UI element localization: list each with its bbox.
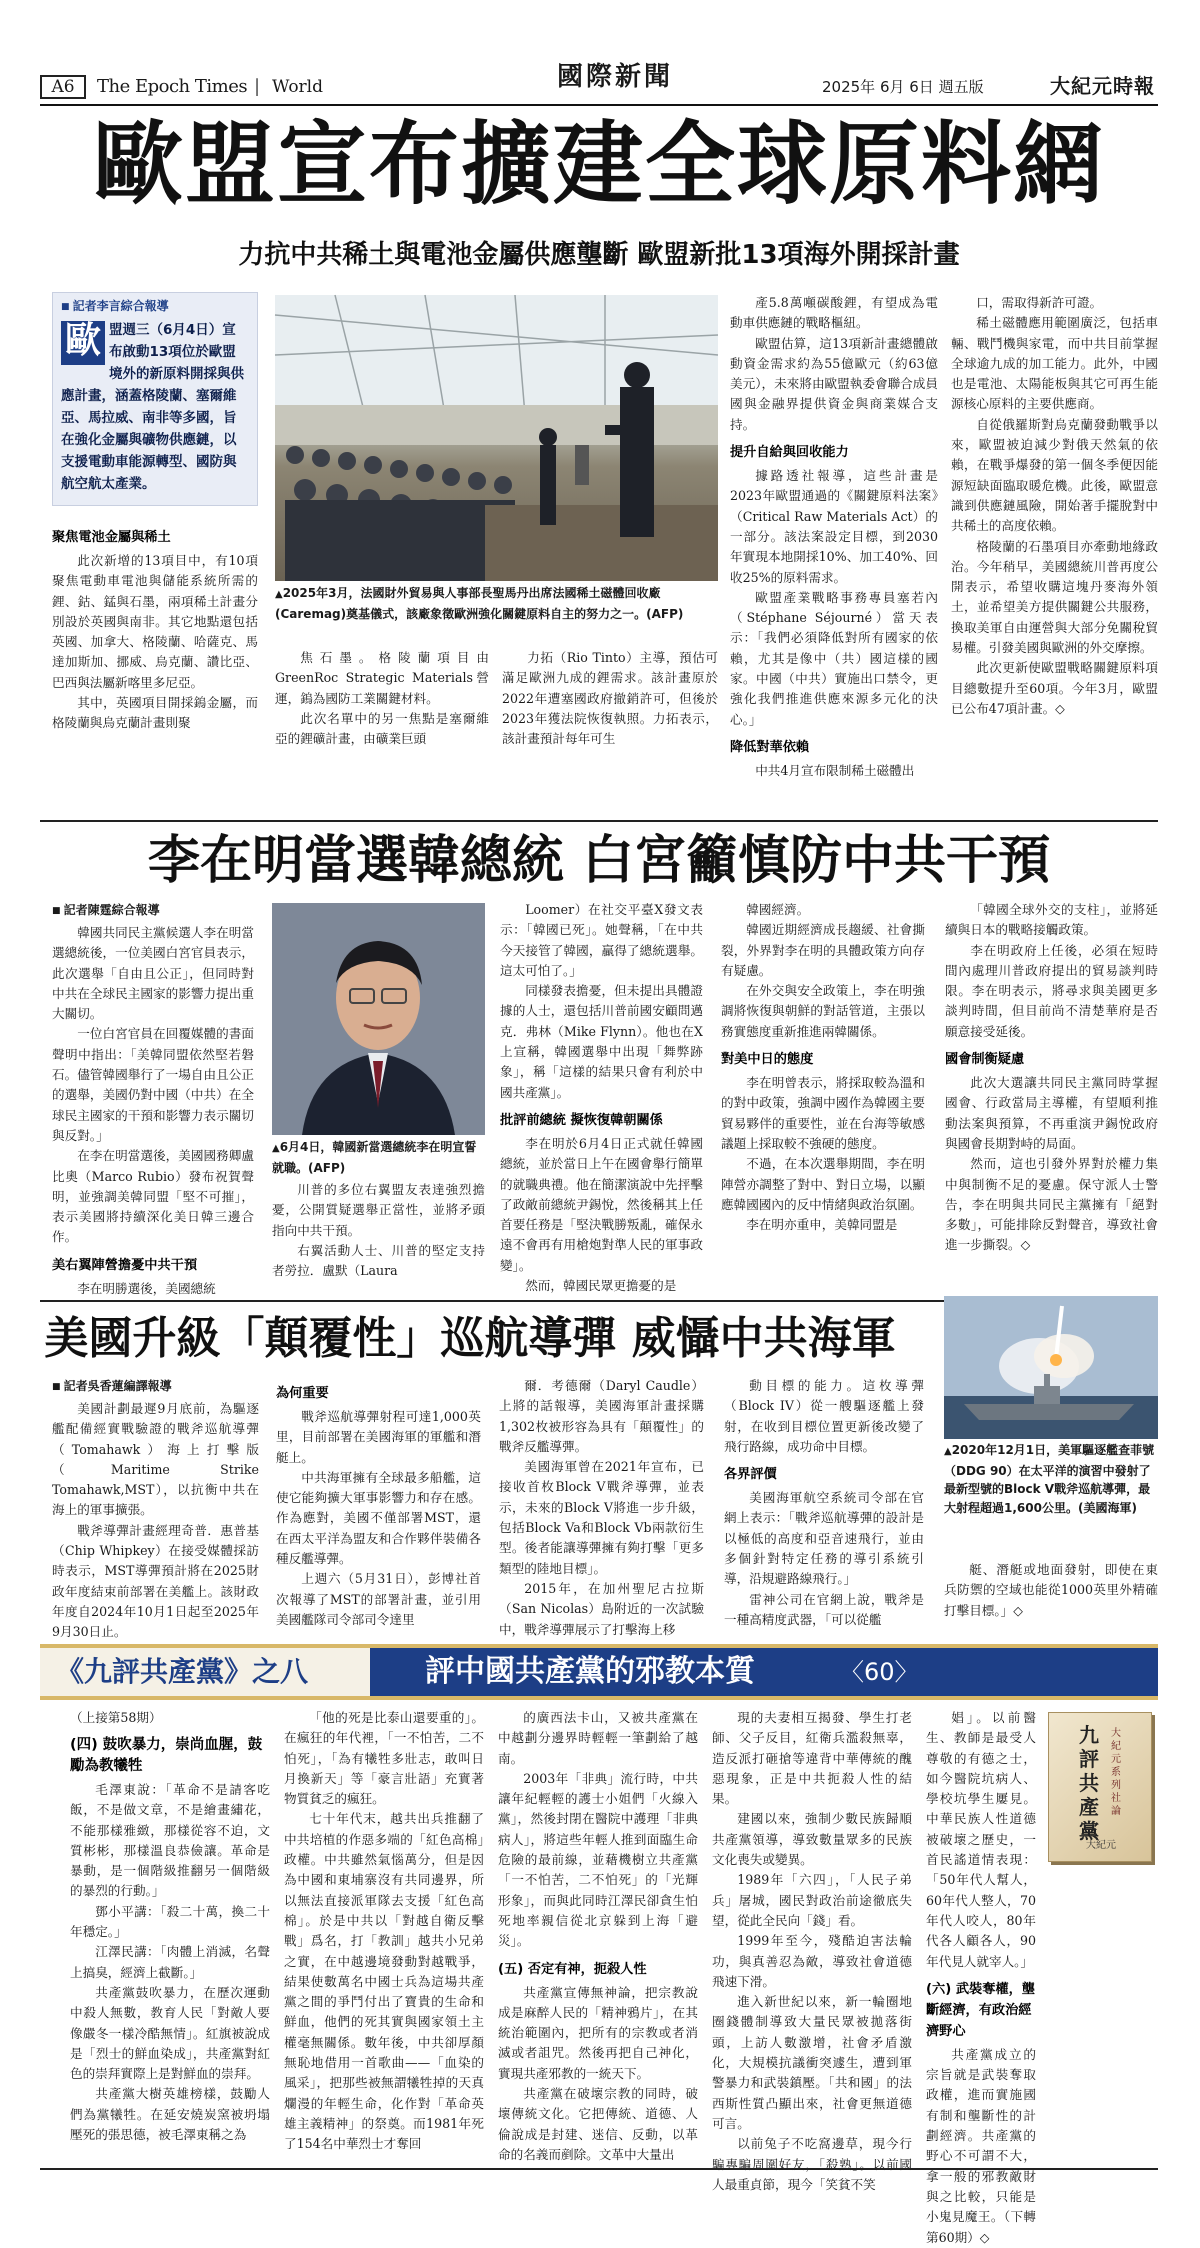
paragraph: 共產黨大樹英雄榜樣，鼓勵人們為黨犧牲。在延安燒炭窯被坍塌壓死的張思德，被毛澤東稱之為 [70,2086,270,2143]
paragraph: 共產黨成立的宗旨就是武裝奪取政權，進而實施國有制和壟斷性的計劃經濟。共產黨的野心不可謂不大，拿一般的邪教敵財與之比較，只能是小鬼見魔王。（下轉第60期）◇ [926,2046,1036,2245]
paragraph: 韓國共同民主黨候選人李在明當選總統後，一位美國白宮官員表示，此次選舉「自由且公正」，但同時對中共在全球民主國家的影響力提出重大關切。 [52,925,254,1022]
paragraph: 現的夫妻相互揭發、學生打老師、父子反目，紅衛兵濫殺無辜，造反派打砸搶等違背中華傳統的醜惡現象，正是中共扼殺人性的結果。 [712,1710,912,1807]
story2-headline: 李在明當選韓總統 白宮籲慎防中共干預 [147,830,1051,891]
paragraph: 在李在明當選後，美國國務卿盧比奧（Marco Rubio）發布祝賀聲明，並強調美韓同盟「堅不可摧」，表示美國將持續深化美日韓三邊合作。 [52,1148,254,1245]
series-name: 《九評共產黨》之八 [56,1655,309,1688]
paragraph: 自從俄羅斯對烏克蘭發動戰爭以來，歐盟被迫減少對俄天然氣的依賴，在戰爭爆發的第一個冬季便因能源短缺面臨取暖危機。此後，歐盟意識到供應鏈風險，開始著手擺脫對中共稀土的高度依賴。 [951,416,1158,534]
paragraph: 娼」。以前醫生、教師是最受人尊敬的有德之士，如今醫院坑病人、學校坑學生屢見。中華民族人性道德被破壞之歷史，一首民謠道情表現：「50年代人幫人，60年代人整人，70年代人咬人，80年代各人顧各人，90年代見人就宰人。」 [926,1710,1036,1969]
paragraph: 川普的多位右翼盟友表達強烈擔憂，公開質疑選舉正當性，並將矛頭指向中共干預。 [272,1182,485,1238]
story2-col5 [945,900,1158,1294]
story3-photo-caption: ▲ 2020年12月1日，美軍驅逐艦查菲號（DDG 90）在太平洋的演習中發射了最新型號的Block V戰斧巡航導彈，最大射程超過1,600公里。(美國海軍) [944,1441,1158,1557]
paragraph: 李在明政府上任後，必須在短時間內處理川普政府提出的貿易談判時限。李在明表示，將尋求與美國更多談判時間，但目前尚不清楚華府是否願意接受延後。 [945,942,1158,1039]
story2-photo-caption: ▲ 6月4日，韓國新當選總統李在明宣誓就職。(AFP) [272,1138,485,1178]
story1-lede-body: 盟週三（6月4日）宣布啟動13項位於歐盟境外的新原料開採與供應計畫，涵蓋格陵蘭、塞爾維亞、馬拉威、南非等多國，旨在強化金屬與礦物供應鏈，以支援電動車能源轉型、國防與航空航太產業。 [61,322,244,492]
section-heading: 美右翼陣營擔憂中共干預 [52,1257,198,1273]
page-header [40,62,1158,103]
paragraph: 此次更新使歐盟戰略關鍵原料項目總數提升至60項。今年3月，歐盟已公布47項計畫。◇ [951,660,1158,716]
paragraph: 「韓國全球外交的支柱」，並將延續與日本的戰略接觸政策。 [945,902,1158,938]
paragraph: 江澤民講：「肉體上消滅，名聲上搞臭，經濟上截斷。」 [70,1944,270,1980]
story1-col2 [275,648,489,814]
story1-bottom-rule [40,820,1158,822]
story2-col2 [272,1180,485,1294]
paragraph: 右翼活動人士、川普的堅定支持者勞拉．盧默（Laura [272,1242,485,1279]
story1-lede-box [52,292,258,506]
story1-headline: 歐盟宣布擴建全球原料網 [93,111,1105,217]
header-section-en: World [272,77,323,97]
paragraph: 七十年代末，越共出兵推翻了中共培植的作惡多端的「紅色高棉」政權。中共雖然氣惱萬分，但是因為中國和東埔寨沒有共同邊界，所以無法直接派軍隊去支援「紅色高棉」。於是中共以「對越自衛反擊戰」爲名，打「教訓」越共小兄弟之實，在中越邊境發動對越戰爭，結果使數萬名中國士兵為這場共產黨之間的爭鬥付出了寶貴的生命和鮮血，他們的死其實與國家領土主權毫無關係。數年後，中共卻厚顏無恥地借用一首歌曲——「血染的風采」，把那些被無謂犧牲掉的天真爛漫的年輕生命，化作對「革命英雄主義精神」的祭奠。而1981年死了154名中華烈士才奪回 [284,1811,484,2152]
paragraph: 美國海軍航空系統司令部在官網上表示：「戰斧巡航導彈的設計是以極低的高度和亞音速飛行，並由多個針對特定任務的導引系統引導，沿規避路線飛行。」 [724,1490,924,1587]
story1-col4 [730,293,938,815]
paragraph: 據路透社報導，這些計畫是2023年歐盟通過的《關鍵原料法案》（Critical Raw Materials Act）的一部分。該法案設定目標，到2030年實現本地開採10%、加工40%、回收25%的原料需求。 [730,468,938,585]
series-sec4-title: (四) 鼓吹暴力，崇尚血腥，鼓勵為教犧牲 [70,1737,263,1774]
section-heading: 為何重要 [276,1386,329,1401]
series-prev-note: （上接第58期） [70,1710,162,1725]
book-publisher: 大紀元 [1086,1840,1116,1851]
paragraph: 在外交與安全政策上，李在明強調將恢復與朝鮮的對話管道，主張以務實態度重新推進兩韓關係。 [721,983,925,1039]
story1-lede-text [61,319,249,495]
story3-col5 [944,1560,1158,1638]
story1-col1 [52,520,258,815]
paragraph: 上週六（5月31日），彭博社首次報導了MST的部署計畫，並引用美國艦隊司令部司令達里 [276,1571,481,1627]
paragraph: 2003年「非典」流行時，中共讓年紀輕輕的護士小姐們「火線入黨」，然後封閉在醫院中護理「非典病人」，將這些年輕人推到面臨生命危險的最前線，並藉機樹立共產黨「一不怕苦，二不怕死」的「光輝形象」，而與此同時江澤民卻貪生怕死地率親信從北京躲到上海「避災」。 [498,1770,698,1949]
paragraph: 焦石墨。格陵蘭項目由GreenRoc Strategic Materials營運，鎢為國防工業關鍵材料。 [275,650,489,706]
section-heading: 對美中日的態度 [721,1052,814,1068]
series-col1 [70,1708,270,2164]
paragraph: 力拓（Rio Tinto）主導，預估可滿足歐洲九成的鋰需求。該計畫原於2022年遭塞國政府撤銷許可，但後於2023年獲法院恢復執照。力拓表示，該計畫預計每年可生 [502,650,718,747]
paragraph: 建國以來，強制少數民族歸順共產黨領導，導致數量眾多的民族文化喪失或變異。 [712,1811,912,1868]
book-subtitle: 大紀元系列社論 [1111,1728,1121,1817]
paragraph: 以前兔子不吃窩邊草，現今行騙專騙周圍好友，「殺熟」。以前國人最重貞節，現今「笑貧不笑 [712,2136,912,2192]
paragraph: 其中，英國項目開採鎢金屬，而格陵蘭與烏克蘭計畫則聚 [52,695,258,731]
header-separator: | [254,76,261,97]
header-date: 2025年 6月 6日 週五版 [822,78,984,96]
book-title: 九評共產黨 [1079,1723,1099,1843]
series-col4 [712,1708,912,2192]
paragraph: Loomer）在社交平臺X發文表示：「韓國已死」。她聲稱，「在中共今天接管了韓國，贏得了總統選舉。這太可怕了。」 [500,902,703,978]
story1-photo-caption: ▲ 2025年3月，法國財外貿易與人事部長聖馬丹出席法國稀土磁體回收廠(Caremag)奠基儀式，該廠象徵歐洲強化關鍵原料自主的努力之一。(AFP) [275,584,718,642]
series-banner-left [40,1648,370,1696]
paragraph: 韓國近期經濟成長趨緩、社會撕裂，外界對李在明的具體政策方向存有疑慮。 [721,922,925,978]
paragraph: 雷神公司在官網上說，戰斧是一種高精度武器，「可以從艦 [724,1591,924,1627]
section-heading: (六) 武裝奪權，壟斷經濟，有政治經濟野心 [926,1981,1035,2039]
paragraph: 1999年至今，殘酷迫害法輪功，與真善忍為敵，導致社會道德飛速下滑。 [712,1933,912,1989]
paragraph: 稀土磁體應用範圍廣泛，包括車輛、戰鬥機與家電，而中共目前掌握全球逾九成的加工能力。此外，中國也是電池、太陽能板與其它可再生能源核心原料的主要供應商。 [951,315,1158,412]
paragraph: 李在明曾表示，將採取較為溫和的對中政策，強調中國作為韓國主要貿易夥伴的重要性，並在台海等敏感議題上採取較不強硬的態度。 [721,1075,925,1151]
paragraph: 鄧小平講：「殺二十萬，換二十年穩定。」 [70,1903,270,1940]
paragraph: 不過，在本次選舉期間，李在明陣營亦調整了對中、對日立場，以顯應韓國國內的反中情緒與政治氛圍。 [721,1156,925,1212]
header-rule [40,104,1158,106]
story3-col2 [276,1376,481,1638]
story3-col4 [724,1376,924,1638]
paragraph: 共產黨鼓吹暴力，在歷次運動中殺人無數，教育人民「對敵人要像嚴冬一樣冷酷無情」。紅旗被說成是「烈士的鮮血染成」，共產黨對紅色的崇拜實際上是對鮮血的崇拜。 [70,1984,270,2082]
header-page-number: A6 [40,75,86,99]
story1-subhead: 力抗中共稀土與電池金屬供應壟斷 歐盟新批13項海外開採計畫 [238,240,960,270]
section-heading: 降低對華依賴 [730,739,810,755]
series-number: 〈60〉 [840,1658,919,1686]
header-paper-en: The Epoch Times [97,76,248,97]
paragraph: 歐盟產業戰略事務專員塞若內（Stéphane Séjourné）當天表示：「我們必須降低對所有國家的依賴，尤其是像中（共）國這樣的國家。中國（中共）實施出口禁令，更強化我們推進供應來源多元化的決心。」 [730,589,938,727]
header-section-zh: 國際新聞 [556,62,673,92]
paragraph: 中共海軍擁有全球最多船艦，這使它能夠擴大軍事影響力和存在感。作為應對，美國不僅部署MST，還在西太平洋為盟友和合作夥伴裝備各種反艦導彈。 [276,1469,481,1567]
story1-col5 [951,293,1158,815]
paragraph: 李在明亦重申，美韓同盟是 [746,1217,898,1233]
paragraph: 然而，這也引發外界對於權力集中與制衡不足的憂慮。保守派人士警告，李在明與共同民主黨擁有「絕對多數」，可能排除反對聲音，導致社會進一步撕裂。◇ [945,1156,1158,1253]
story3-col3 [499,1376,704,1638]
paragraph: 進入新世紀以來，新一輪圈地圈錢體制導致大量民眾被拋落街頭，上訪人數激增，社會矛盾激化，大規模抗議衝突遽生，遭到軍警暴力和武裝鎮壓。「共和國」的法西斯性質凸顯出來，社會更無道德可言。 [712,1994,912,2131]
story1-byline: ■ 記者李言綜合報導 [61,296,249,317]
story2-photo-portrait [272,903,485,1135]
paragraph: 李在明於6月4日正式就任韓國總統，並於當日上午在國會舉行簡單的就職典禮。他在簡潔演說中先抨擊了政敵前總統尹錫悅，然後稱其上任首要任務是「堅決戰勝叛亂，確保永遠不會再有用槍炮對準人民的軍事政變」。 [500,1135,703,1273]
story2-col1 [52,900,254,1296]
story3-byline: ■ 記者吳香蓮編譯報導 [52,1376,259,1397]
paragraph: 戰斧巡航導彈射程可達1,000英里，目前部署在美國海軍的軍艦和潛艇上。 [276,1409,481,1465]
story2-col3 [500,900,703,1294]
story3-col1 [52,1376,259,1638]
series-book-cover [1048,1712,1152,1862]
paragraph: 動目標的能力。這枚導彈（Block IV）從一艘驅逐艦上發射，在收到目標位置更新後改變了飛行路線，成功命中目標。 [724,1378,924,1454]
section-heading: 批評前總統 擬恢復韓朝關係 [500,1112,663,1128]
paragraph: 毛澤東說：「革命不是請客吃飯，不是做文章，不是繪畫繡花，不能那樣雅緻，那樣從容不迫，文質彬彬，那樣溫良恭儉讓。革命是暴動，是一個階級推翻另一個階級的暴烈的行動。」 [70,1782,270,1899]
story1-lede-dropcap: 歐 [61,321,105,365]
header-paper-zh: 大紀元時報 [1050,74,1155,98]
paragraph: 美國海軍曾在2021年宣布，已接收首枚Block V戰斧導彈，並表示，未來的Block V將進一步升級，包括Block Va和Block Vb兩款衍生型。後者能讓導彈擁有夠打擊「更多類型的陸地目標」。 [499,1459,704,1576]
paragraph: 歐盟估算，這13項新計畫總體啟動資金需求約為55億歐元（約63億美元），未來將由歐盟執委會聯合成員國與金融界提供資金與商業媒合支持。 [730,335,938,432]
story2-col4 [721,900,925,1294]
paragraph: 產5.8萬噸碳酸鋰，有望成為電動車供應鏈的戰略樞紐。 [730,295,938,331]
paragraph: 李在明勝選後，美國總統 [77,1280,216,1296]
series-col2 [284,1708,484,2164]
missile-illustration [944,1296,1158,1439]
paragraph: 此次名單中的另一焦點是塞爾維亞的鋰礦計畫，由礦業巨頭 [275,710,489,747]
section-heading: 提升自給與回收能力 [730,445,849,461]
paragraph: 韓國經濟。 [746,902,810,917]
paragraph: 爾．考德爾（Daryl Caudle）上將的話報導，美國海軍計畫採購1,302枚被形容為具有「顛覆性」的戰斧反艦導彈。 [499,1378,704,1454]
story3-headline: 美國升級「顛覆性」巡航導彈 威懾中共海軍 [44,1313,896,1364]
portrait-illustration [272,903,485,1135]
section-heading: (五) 否定有神，扼殺人性 [498,1961,647,1977]
paragraph: 2015年，在加州聖尼古拉斯（San Nicolas）島附近的一次試驗中，戰斧導彈展示了打擊海上移 [499,1580,704,1637]
paragraph: 艇、潛艇或地面發射，即使在東兵防禦的空域也能從1000英里外精確打擊目標。」◇ [944,1562,1158,1618]
story1-col3 [502,648,718,814]
paragraph: 同樣發表擔憂，但未提出具體證據的人士，還包括川普前國安顧問邁克．弗林（Mike Flynn）。他也在X上宣稱，韓國選舉中出現「舞弊跡象」，稱「這樣的結果只會有利於中國共產黨」。 [500,983,703,1100]
paragraph: 此次新增的13項目中，有10項聚焦電動車電池與儲能系統所需的鋰、鈷、錳與石墨，兩項稀土計畫分別設於英國與南非。其它地點還包括英國、加拿大、格陵蘭、哈薩克、馬達加斯加、挪威、烏克蘭、讚比亞、巴西與法屬新喀里多尼亞。 [52,553,258,690]
paragraph: 美國計劃最遲9月底前，為驅逐艦配備經實戰驗證的戰斧巡航導彈（Tomahawk）海上打擊版（Maritime Strike Tomahawk,MST），以抗衡中共在海上的軍事擴張。 [52,1401,259,1518]
paragraph: 此次大選讓共同民主黨同時掌握國會、行政當局主導權，有望順利推動法案與預算，不再重演尹錫悅政府與國會長期對峙的局面。 [945,1075,1158,1151]
paragraph: 的廣西法卡山，又被共產黨在中越劃分邊界時輕輕一筆劃給了越南。 [498,1710,698,1766]
paragraph: 格陵蘭的石墨項目亦牽動地緣政治。今年稍早，美國總統川普再度公開表示，希望收購這塊丹麥海外領土，並希望美方提供關鍵公共服務，換取美軍自由運營與大部分免關稅貿易權。引發美國與歐洲的外交摩擦。 [951,538,1158,656]
paragraph: 1989年「六四」，「人民子弟兵」屠城，國民對政治前途徹底失望，從此全民向「錢」看。 [712,1872,912,1928]
series-title: 評中國共產黨的邪教本質 [425,1654,755,1689]
paragraph: 共產黨在破壞宗教的同時，破壞傳統文化。它把傳統、道德、人倫說成是封建、迷信、反動，以革命的名義而剷除。文革中大量出 [498,2086,698,2162]
story1-photo-ceremony [275,295,718,581]
series-col5 [926,1708,1036,2245]
paragraph: 共產黨宣傳無神論，把宗教說成是麻醉人民的「精神鴉片」，在其統治範圍內，把所有的宗教或者消滅或者詛咒。然後再把自己神化，實現共產邪教的一統天下。 [498,1984,698,2081]
ceremony-illustration [275,295,718,581]
paragraph: 中共4月宣布限制稀土磁體出 [755,762,915,778]
paragraph: 戰斧導彈計畫經理奇普．惠普基（Chip Whipkey）在接受媒體採訪時表示，MST導彈預計將在2025財政年度結束前部署在美艦上。該財政年度自2024年10月1日起至2025年9月30日止。 [52,1522,259,1640]
series-banner [40,1644,1158,1700]
section-heading: 各界評價 [724,1467,777,1483]
series-col3 [498,1708,698,2164]
section-heading: 國會制衡疑慮 [945,1052,1025,1068]
section-heading: 聚焦電池金屬與稀土 [52,530,171,545]
paragraph: 然而，韓國民眾更擔憂的是 [525,1278,677,1294]
paragraph: 一位白宮官員在回覆媒體的書面聲明中指出：「美韓同盟依然堅若磐石。儘管韓國舉行了一場自由且公正的選舉，美國仍對中國（中共）在全球民主國家的干預和影響力表示關切與反對。」 [52,1026,254,1143]
page-bottom-rule [40,2168,1158,2170]
story3-photo-missile [944,1296,1158,1439]
paragraph: 口，需取得新許可證。 [976,295,1103,310]
story2-byline: ■ 記者陳霆綜合報導 [52,900,254,921]
paragraph: 「他的死是比泰山還要重的」。在瘋狂的年代裡，「一不怕苦，二不怕死」，「為有犧牲多壯志，敢叫日月換新天」等「豪言壯語」充實著物質貧乏的瘋狂。 [284,1710,484,1807]
